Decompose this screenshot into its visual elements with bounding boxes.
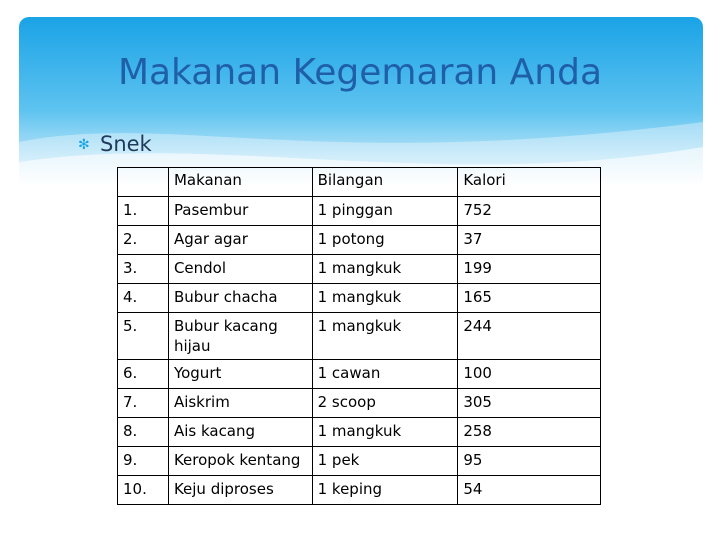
cell-food: Bubur kacang hijau [168, 313, 312, 360]
slide-title: Makanan Kegemaran Anda [117, 52, 603, 93]
cell-calories: 305 [458, 389, 601, 418]
cell-number: 1. [118, 197, 169, 226]
cell-number: 2. [118, 226, 169, 255]
cell-calories: 258 [458, 418, 601, 447]
table-row [118, 389, 601, 418]
cell-quantity: 1 mangkuk [312, 255, 458, 284]
cell-calories: 199 [458, 255, 601, 284]
header-number [118, 168, 169, 197]
cell-calories: 54 [458, 476, 601, 505]
cell-food: Keropok kentang [168, 447, 312, 476]
table-row [118, 226, 601, 255]
cell-food: Ais kacang [168, 418, 312, 447]
cell-food: Bubur chacha [168, 284, 312, 313]
cell-number: 7. [118, 389, 169, 418]
cell-calories: 244 [458, 313, 601, 360]
cell-number: 6. [118, 360, 169, 389]
table-row [118, 313, 601, 360]
bullet-text: Snek [100, 132, 152, 156]
cell-food: Yogurt [168, 360, 312, 389]
cell-number: 8. [118, 418, 169, 447]
cell-quantity: 1 potong [312, 226, 458, 255]
cell-quantity: 1 pek [312, 447, 458, 476]
bullet-item [78, 132, 152, 156]
header-food: Makanan [168, 168, 312, 197]
table-row [118, 476, 601, 505]
cell-food: Agar agar [168, 226, 312, 255]
food-table [117, 167, 601, 505]
table-header-row [118, 168, 601, 197]
table-row [118, 284, 601, 313]
cell-calories: 165 [458, 284, 601, 313]
cell-calories: 752 [458, 197, 601, 226]
cell-number: 3. [118, 255, 169, 284]
cell-food: Cendol [168, 255, 312, 284]
cell-quantity: 2 scoop [312, 389, 458, 418]
cell-quantity: 1 mangkuk [312, 418, 458, 447]
table-row [118, 197, 601, 226]
header-calories: Kalori [458, 168, 601, 197]
cell-calories: 100 [458, 360, 601, 389]
table-row [118, 418, 601, 447]
asterisk-bullet-icon: ✻ [78, 137, 90, 153]
cell-quantity: 1 mangkuk [312, 284, 458, 313]
table-row [118, 447, 601, 476]
cell-number: 4. [118, 284, 169, 313]
cell-quantity: 1 cawan [312, 360, 458, 389]
cell-calories: 95 [458, 447, 601, 476]
cell-quantity: 1 keping [312, 476, 458, 505]
table-row [118, 255, 601, 284]
cell-food: Keju diproses [168, 476, 312, 505]
table-row [118, 360, 601, 389]
cell-food: Pasembur [168, 197, 312, 226]
header-quantity: Bilangan [312, 168, 458, 197]
cell-quantity: 1 mangkuk [312, 313, 458, 360]
cell-number: 9. [118, 447, 169, 476]
cell-quantity: 1 pinggan [312, 197, 458, 226]
cell-number: 10. [118, 476, 169, 505]
cell-calories: 37 [458, 226, 601, 255]
slide-header-background [19, 17, 703, 187]
cell-food: Aiskrim [168, 389, 312, 418]
cell-number: 5. [118, 313, 169, 360]
